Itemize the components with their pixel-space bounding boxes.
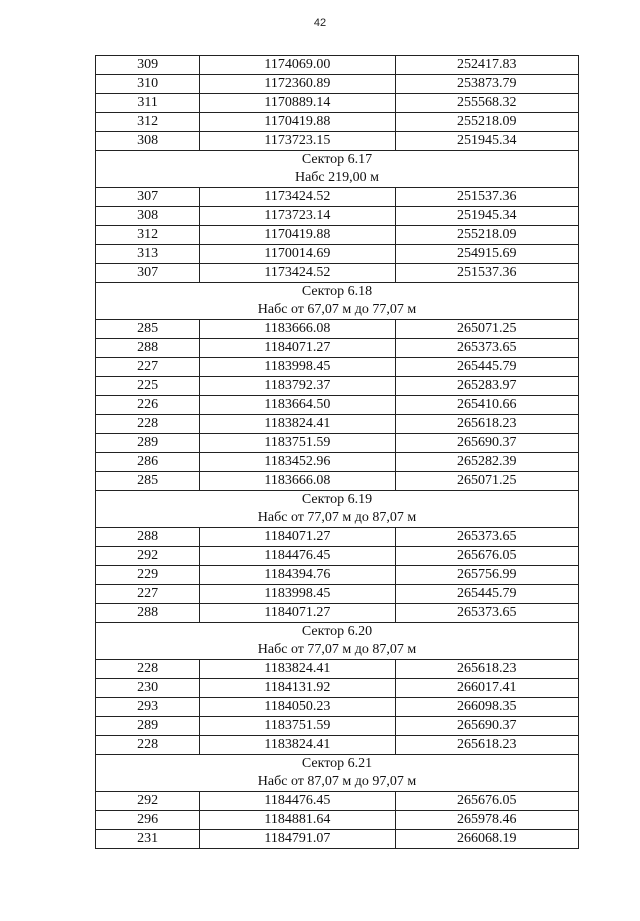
y-coordinate-cell: 265978.46 bbox=[395, 811, 578, 830]
y-coordinate-cell: 251945.34 bbox=[395, 132, 578, 151]
point-number-cell: 285 bbox=[96, 472, 200, 491]
y-coordinate-cell: 255218.09 bbox=[395, 113, 578, 132]
x-coordinate-cell: 1183998.45 bbox=[200, 585, 395, 604]
x-coordinate-cell: 1170419.88 bbox=[200, 113, 395, 132]
point-number-cell: 225 bbox=[96, 377, 200, 396]
x-coordinate-cell: 1170889.14 bbox=[200, 94, 395, 113]
table-row bbox=[96, 585, 579, 604]
x-coordinate-cell: 1170419.88 bbox=[200, 226, 395, 245]
y-coordinate-cell: 265756.99 bbox=[395, 566, 578, 585]
point-number-cell: 310 bbox=[96, 75, 200, 94]
y-coordinate-cell: 266098.35 bbox=[395, 698, 578, 717]
table-row bbox=[96, 396, 579, 415]
x-coordinate-cell: 1184050.23 bbox=[200, 698, 395, 717]
x-coordinate-cell: 1173723.14 bbox=[200, 207, 395, 226]
x-coordinate-cell: 1173424.52 bbox=[200, 188, 395, 207]
point-number-cell: 308 bbox=[96, 132, 200, 151]
x-coordinate-cell: 1183666.08 bbox=[200, 320, 395, 339]
sector-header-row bbox=[96, 755, 579, 792]
table-row bbox=[96, 132, 579, 151]
table-row bbox=[96, 698, 579, 717]
x-coordinate-cell: 1170014.69 bbox=[200, 245, 395, 264]
x-coordinate-cell: 1183824.41 bbox=[200, 415, 395, 434]
point-number-cell: 307 bbox=[96, 264, 200, 283]
table-row bbox=[96, 226, 579, 245]
table-row bbox=[96, 528, 579, 547]
table-row bbox=[96, 207, 579, 226]
table-row bbox=[96, 75, 579, 94]
x-coordinate-cell: 1184881.64 bbox=[200, 811, 395, 830]
y-coordinate-cell: 255568.32 bbox=[395, 94, 578, 113]
point-number-cell: 309 bbox=[96, 56, 200, 75]
point-number-cell: 293 bbox=[96, 698, 200, 717]
y-coordinate-cell: 251537.36 bbox=[395, 264, 578, 283]
x-coordinate-cell: 1183792.37 bbox=[200, 377, 395, 396]
sector-elevation: Набс от 87,07 м до 97,07 м bbox=[257, 774, 417, 789]
x-coordinate-cell: 1184394.76 bbox=[200, 566, 395, 585]
sector-title: Сектор 6.17 bbox=[301, 152, 373, 167]
sector-header-row bbox=[96, 491, 579, 528]
sector-title: Сектор 6.18 bbox=[301, 284, 373, 299]
table-row bbox=[96, 415, 579, 434]
table-row bbox=[96, 736, 579, 755]
x-coordinate-cell: 1173723.15 bbox=[200, 132, 395, 151]
table-row bbox=[96, 717, 579, 736]
y-coordinate-cell: 265618.23 bbox=[395, 415, 578, 434]
x-coordinate-cell: 1183664.50 bbox=[200, 396, 395, 415]
x-coordinate-cell: 1173424.52 bbox=[200, 264, 395, 283]
table-row bbox=[96, 377, 579, 396]
y-coordinate-cell: 265618.23 bbox=[395, 736, 578, 755]
table-row bbox=[96, 94, 579, 113]
y-coordinate-cell: 265283.97 bbox=[395, 377, 578, 396]
point-number-cell: 228 bbox=[96, 660, 200, 679]
point-number-cell: 285 bbox=[96, 320, 200, 339]
x-coordinate-cell: 1184791.07 bbox=[200, 830, 395, 849]
table-row bbox=[96, 453, 579, 472]
coordinates-table bbox=[95, 55, 579, 849]
y-coordinate-cell: 265690.37 bbox=[395, 434, 578, 453]
x-coordinate-cell: 1183452.96 bbox=[200, 453, 395, 472]
table-row bbox=[96, 679, 579, 698]
point-number-cell: 286 bbox=[96, 453, 200, 472]
sector-elevation: Набс от 77,07 м до 87,07 м bbox=[257, 642, 417, 657]
y-coordinate-cell: 265282.39 bbox=[395, 453, 578, 472]
sector-elevation: Набс от 67,07 м до 77,07 м bbox=[257, 302, 417, 317]
y-coordinate-cell: 265618.23 bbox=[395, 660, 578, 679]
x-coordinate-cell: 1184071.27 bbox=[200, 528, 395, 547]
x-coordinate-cell: 1184476.45 bbox=[200, 792, 395, 811]
x-coordinate-cell: 1184131.92 bbox=[200, 679, 395, 698]
x-coordinate-cell: 1172360.89 bbox=[200, 75, 395, 94]
table-row bbox=[96, 358, 579, 377]
y-coordinate-cell: 265445.79 bbox=[395, 358, 578, 377]
sector-header bbox=[96, 755, 579, 792]
table-row bbox=[96, 792, 579, 811]
x-coordinate-cell: 1184476.45 bbox=[200, 547, 395, 566]
point-number-cell: 292 bbox=[96, 547, 200, 566]
x-coordinate-cell: 1183751.59 bbox=[200, 434, 395, 453]
point-number-cell: 231 bbox=[96, 830, 200, 849]
sector-elevation: Набс 219,00 м bbox=[294, 170, 380, 185]
y-coordinate-cell: 253873.79 bbox=[395, 75, 578, 94]
point-number-cell: 288 bbox=[96, 604, 200, 623]
y-coordinate-cell: 265445.79 bbox=[395, 585, 578, 604]
table-row bbox=[96, 320, 579, 339]
point-number-cell: 230 bbox=[96, 679, 200, 698]
point-number-cell: 308 bbox=[96, 207, 200, 226]
point-number-cell: 289 bbox=[96, 434, 200, 453]
table-row bbox=[96, 245, 579, 264]
y-coordinate-cell: 266068.19 bbox=[395, 830, 578, 849]
point-number-cell: 288 bbox=[96, 528, 200, 547]
table-row bbox=[96, 604, 579, 623]
table-row bbox=[96, 830, 579, 849]
y-coordinate-cell: 265373.65 bbox=[395, 604, 578, 623]
y-coordinate-cell: 265071.25 bbox=[395, 472, 578, 491]
sector-header-row bbox=[96, 283, 579, 320]
table-row bbox=[96, 660, 579, 679]
x-coordinate-cell: 1183751.59 bbox=[200, 717, 395, 736]
y-coordinate-cell: 266017.41 bbox=[395, 679, 578, 698]
y-coordinate-cell: 252417.83 bbox=[395, 56, 578, 75]
point-number-cell: 226 bbox=[96, 396, 200, 415]
point-number-cell: 312 bbox=[96, 226, 200, 245]
sector-title: Сектор 6.20 bbox=[301, 624, 373, 639]
x-coordinate-cell: 1184071.27 bbox=[200, 604, 395, 623]
point-number-cell: 228 bbox=[96, 415, 200, 434]
y-coordinate-cell: 265676.05 bbox=[395, 792, 578, 811]
sector-header bbox=[96, 623, 579, 660]
table-row bbox=[96, 56, 579, 75]
point-number-cell: 307 bbox=[96, 188, 200, 207]
point-number-cell: 313 bbox=[96, 245, 200, 264]
y-coordinate-cell: 265373.65 bbox=[395, 339, 578, 358]
point-number-cell: 227 bbox=[96, 358, 200, 377]
point-number-cell: 228 bbox=[96, 736, 200, 755]
x-coordinate-cell: 1183824.41 bbox=[200, 736, 395, 755]
point-number-cell: 296 bbox=[96, 811, 200, 830]
x-coordinate-cell: 1183824.41 bbox=[200, 660, 395, 679]
point-number-cell: 289 bbox=[96, 717, 200, 736]
table-row bbox=[96, 434, 579, 453]
page-number: 42 bbox=[313, 17, 327, 29]
y-coordinate-cell: 255218.09 bbox=[395, 226, 578, 245]
table-row bbox=[96, 264, 579, 283]
y-coordinate-cell: 265373.65 bbox=[395, 528, 578, 547]
x-coordinate-cell: 1184071.27 bbox=[200, 339, 395, 358]
point-number-cell: 311 bbox=[96, 94, 200, 113]
table-row bbox=[96, 339, 579, 358]
table-row bbox=[96, 547, 579, 566]
y-coordinate-cell: 265410.66 bbox=[395, 396, 578, 415]
sector-header bbox=[96, 491, 579, 528]
sector-header-row bbox=[96, 151, 579, 188]
x-coordinate-cell: 1174069.00 bbox=[200, 56, 395, 75]
sector-title: Сектор 6.19 bbox=[301, 492, 373, 507]
y-coordinate-cell: 251537.36 bbox=[395, 188, 578, 207]
x-coordinate-cell: 1183666.08 bbox=[200, 472, 395, 491]
table-row bbox=[96, 113, 579, 132]
table-row bbox=[96, 811, 579, 830]
sector-header bbox=[96, 283, 579, 320]
point-number-cell: 312 bbox=[96, 113, 200, 132]
y-coordinate-cell: 265071.25 bbox=[395, 320, 578, 339]
point-number-cell: 288 bbox=[96, 339, 200, 358]
sector-title: Сектор 6.21 bbox=[301, 756, 373, 771]
y-coordinate-cell: 254915.69 bbox=[395, 245, 578, 264]
point-number-cell: 229 bbox=[96, 566, 200, 585]
y-coordinate-cell: 265690.37 bbox=[395, 717, 578, 736]
point-number-cell: 292 bbox=[96, 792, 200, 811]
table-row bbox=[96, 472, 579, 491]
sector-header bbox=[96, 151, 579, 188]
y-coordinate-cell: 251945.34 bbox=[395, 207, 578, 226]
sector-header-row bbox=[96, 623, 579, 660]
coordinates-table-body bbox=[96, 56, 579, 849]
y-coordinate-cell: 265676.05 bbox=[395, 547, 578, 566]
table-row bbox=[96, 566, 579, 585]
table-row bbox=[96, 188, 579, 207]
point-number-cell: 227 bbox=[96, 585, 200, 604]
sector-elevation: Набс от 77,07 м до 87,07 м bbox=[257, 510, 417, 525]
x-coordinate-cell: 1183998.45 bbox=[200, 358, 395, 377]
